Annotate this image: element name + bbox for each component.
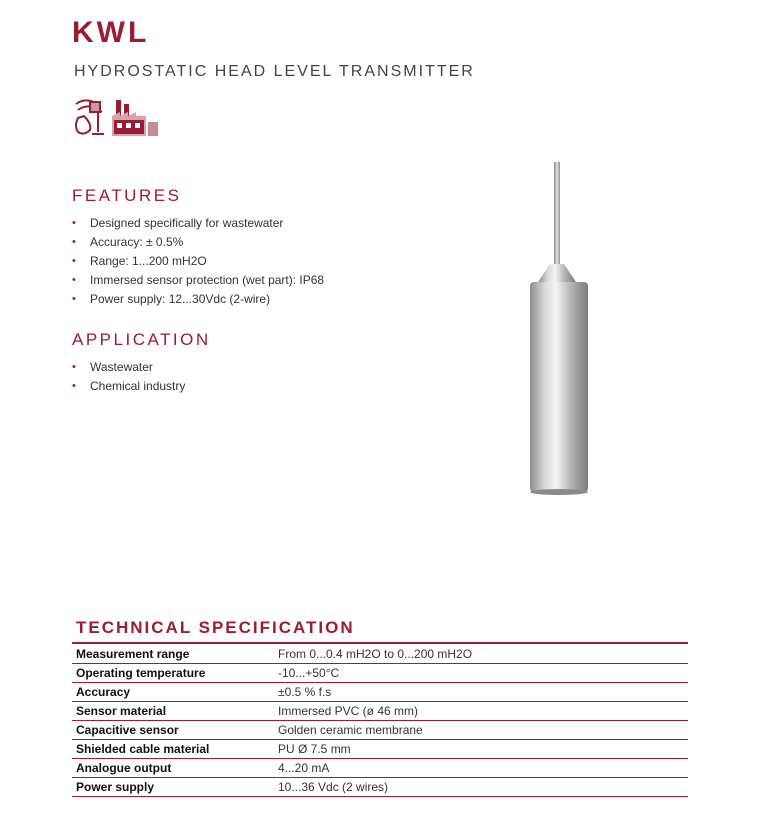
table-row <box>72 721 688 740</box>
table-row <box>72 740 688 759</box>
list-item: • Designed specifically for wastewater <box>72 214 324 233</box>
table-row <box>72 683 688 702</box>
spec-key: Operating temperature <box>72 664 274 683</box>
list-item: • Range: 1...200 mH2O <box>72 252 324 271</box>
spec-value: From 0...0.4 mH2O to 0...200 mH2O <box>274 645 688 664</box>
water-drop-pipe-icon <box>76 100 104 134</box>
list-item: • Chemical industry <box>72 377 185 396</box>
product-image <box>520 162 600 502</box>
spec-title: TECHNICAL SPECIFICATION <box>76 618 355 637</box>
list-item: • Immersed sensor protection (wet part): IP68 <box>72 271 324 290</box>
list-item: • Accuracy: ± 0.5% <box>72 233 324 252</box>
list-item: • Wastewater <box>72 358 185 377</box>
factory-icon <box>112 100 158 136</box>
list-item: • Power supply: 12...30Vdc (2-wire) <box>72 290 324 309</box>
spec-key: Shielded cable material <box>72 740 274 759</box>
spec-value: PU Ø 7.5 mm <box>274 740 688 759</box>
spec-value: Immersed PVC (ø 46 mm) <box>274 702 688 721</box>
product-subtitle: HYDROSTATIC HEAD LEVEL TRANSMITTER <box>74 63 475 80</box>
spec-value: 4...20 mA <box>274 759 688 778</box>
product-title: KWL <box>72 16 150 49</box>
table-row <box>72 778 688 797</box>
application-title: APPLICATION <box>72 330 211 349</box>
spec-key: Analogue output <box>72 759 274 778</box>
divider <box>72 642 688 644</box>
application-icons <box>72 96 162 143</box>
table-row <box>72 759 688 778</box>
table-row <box>72 645 688 664</box>
spec-value: 10...36 Vdc (2 wires) <box>274 778 688 797</box>
spec-key: Power supply <box>72 778 274 797</box>
spec-table <box>72 645 688 797</box>
spec-key: Capacitive sensor <box>72 721 274 740</box>
spec-key: Measurement range <box>72 645 274 664</box>
spec-key: Accuracy <box>72 683 274 702</box>
table-row <box>72 664 688 683</box>
application-list <box>72 358 185 396</box>
spec-value: ±0.5 % f.s <box>274 683 688 702</box>
table-row <box>72 702 688 721</box>
features-list <box>72 214 324 309</box>
features-title: FEATURES <box>72 186 182 205</box>
spec-value: Golden ceramic membrane <box>274 721 688 740</box>
spec-key: Sensor material <box>72 702 274 721</box>
spec-value: -10...+50°C <box>274 664 688 683</box>
